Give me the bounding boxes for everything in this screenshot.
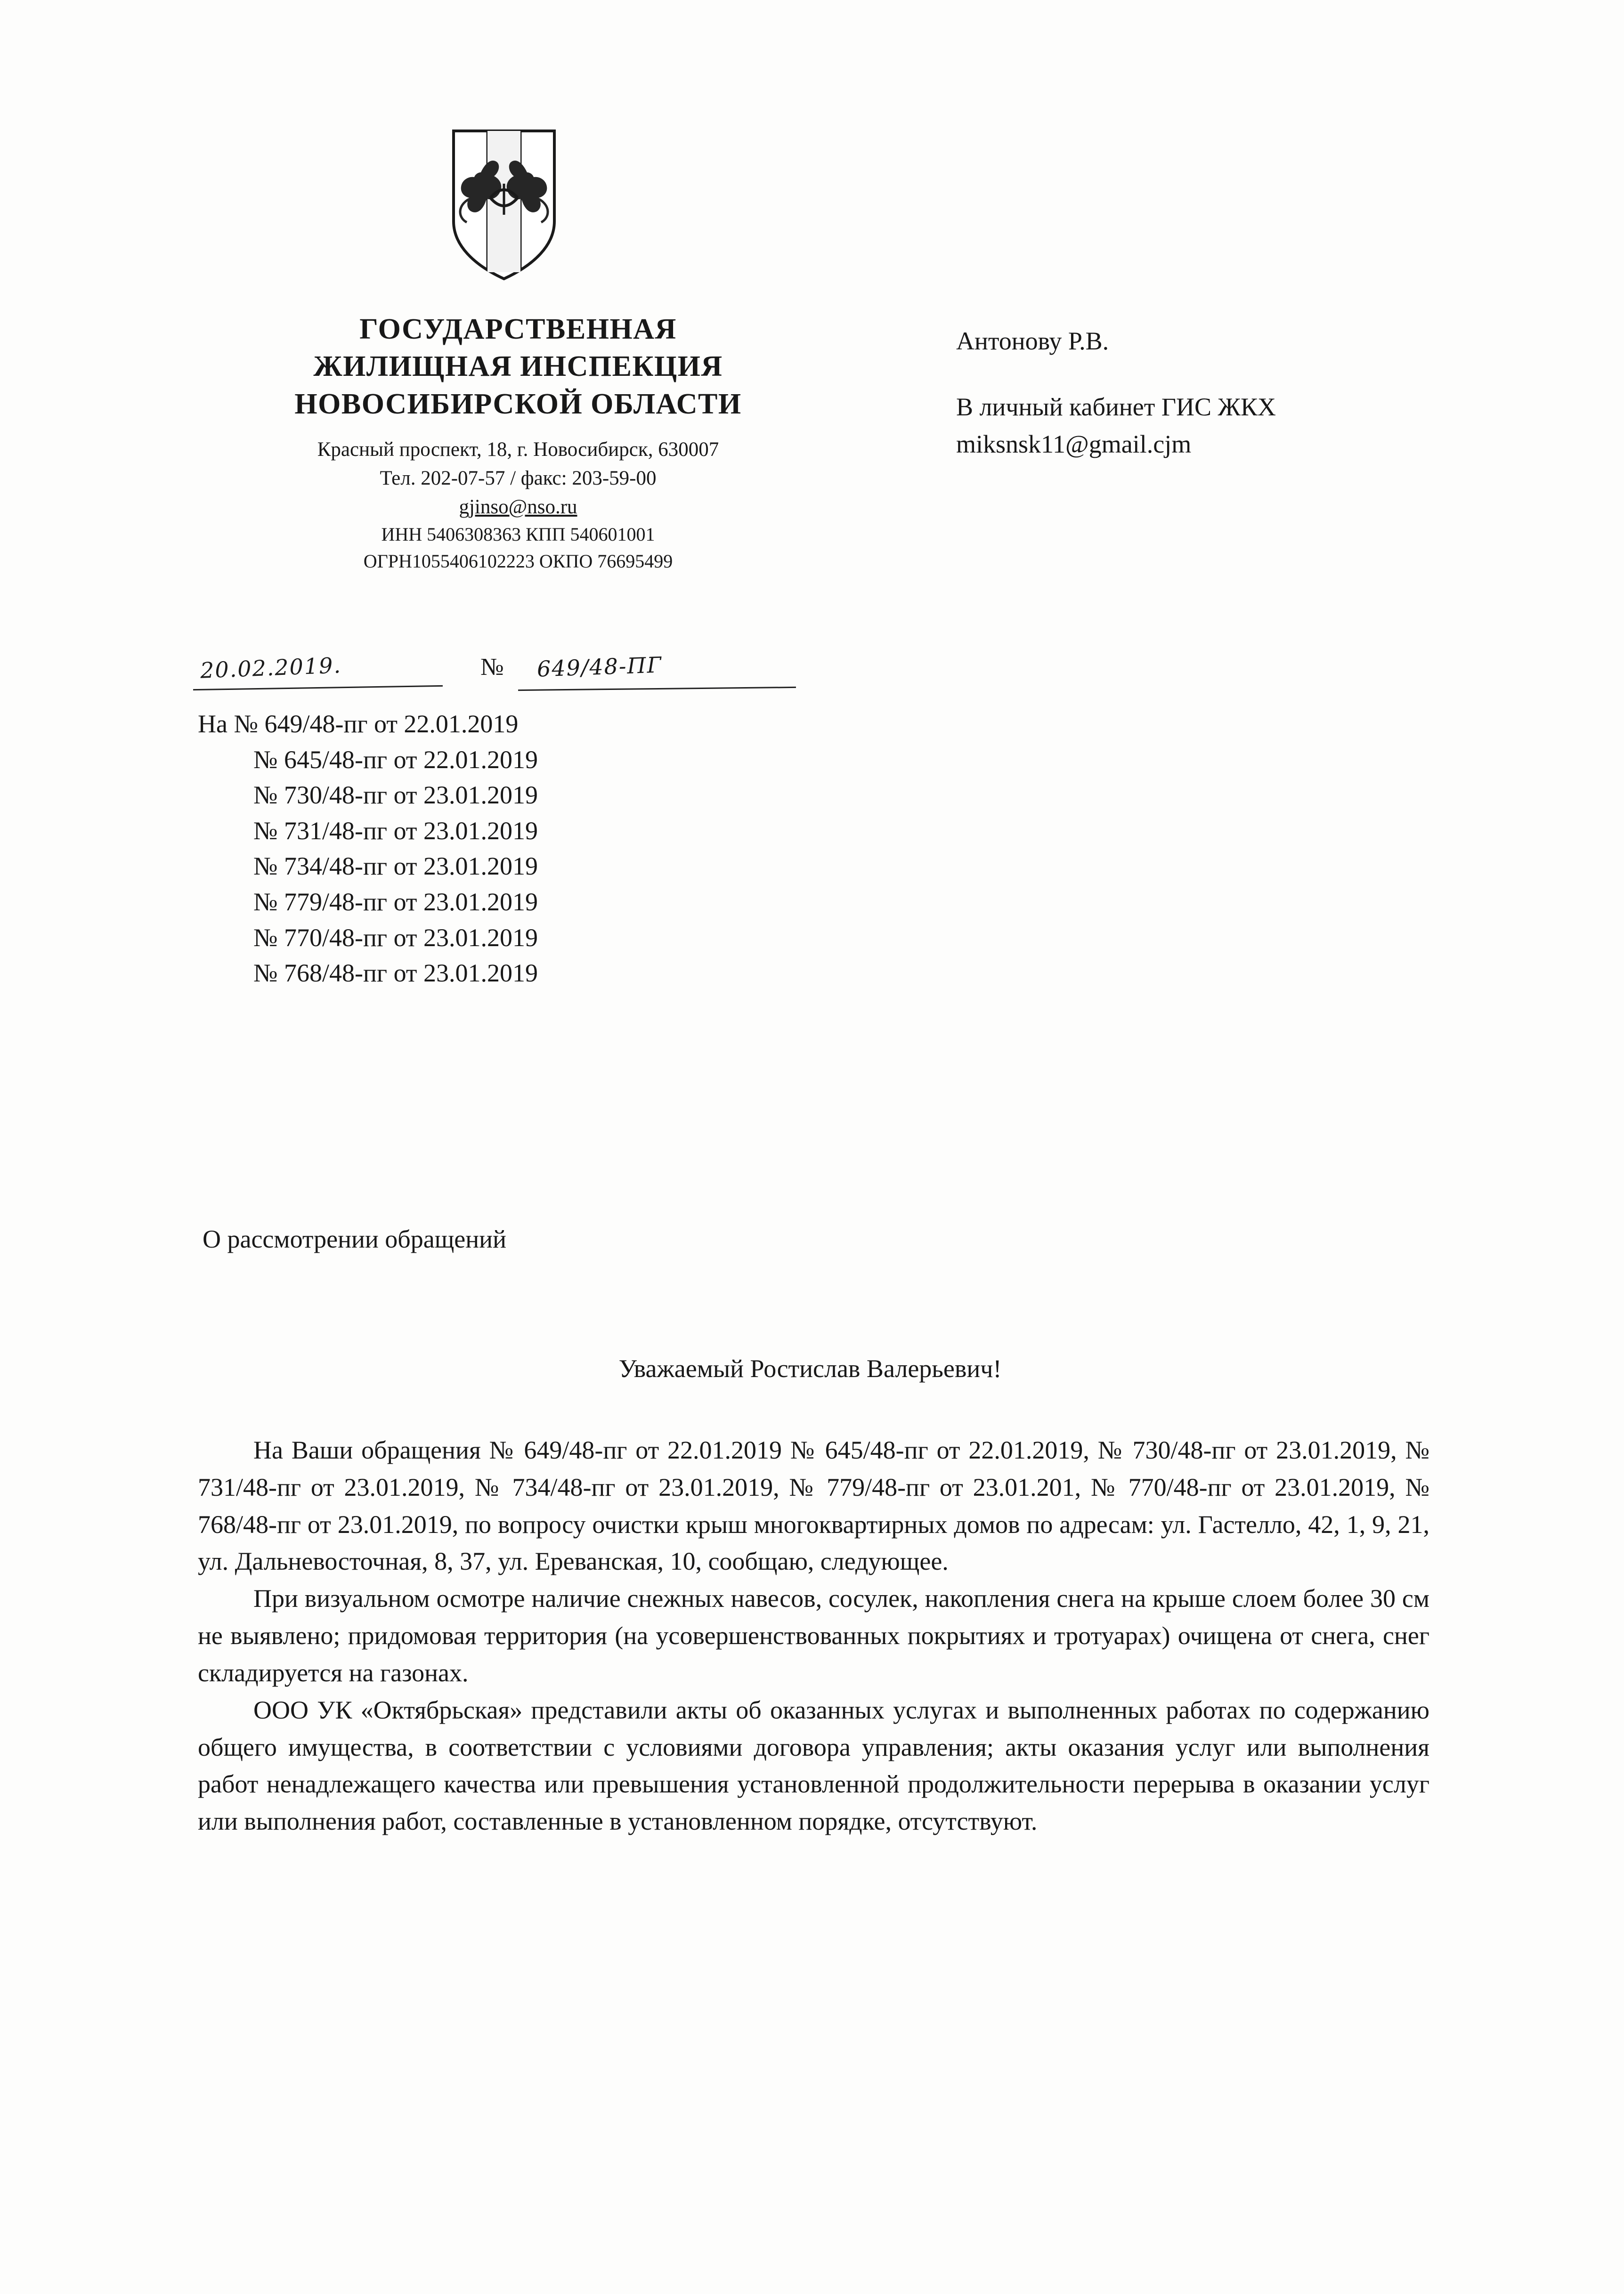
- registration-stamp-line: [188, 652, 810, 695]
- organization-line-1: ГОСУДАРСТВЕННАЯ: [359, 313, 677, 345]
- reference-item: [253, 884, 538, 920]
- reference-item: [253, 849, 538, 884]
- letterhead: [188, 311, 848, 575]
- document-subject: О рассмотрении обращений: [203, 1225, 506, 1253]
- salutation: Уважаемый Ростислав Валерьевич!: [618, 1354, 1002, 1383]
- reference-item-text: 768/48-пг от 23.01.2019: [284, 959, 538, 988]
- organization-contacts: [188, 435, 848, 575]
- reference-item: [253, 956, 538, 991]
- registration-date-handwritten: 20.02.2019.: [200, 652, 342, 683]
- organization-name: [188, 311, 848, 423]
- reference-item: [253, 920, 538, 956]
- reference-item: [198, 706, 538, 742]
- reference-item-prefix: №: [253, 959, 278, 988]
- reference-item-prefix: №: [253, 781, 278, 810]
- reference-item-text: 730/48-пг от 23.01.2019: [284, 781, 538, 810]
- reference-item: [253, 813, 538, 849]
- document-body: [198, 1432, 1429, 1840]
- registration-number-rule: [518, 687, 796, 691]
- registration-number-handwritten: 649/48-ПГ: [536, 652, 663, 682]
- body-paragraph: При визуальном осмотре наличие снежных навесов, сосулек, накопления снега на крыше слоем более 30 см не выявлено; придомовая территория (на усовершенствованных покрытиях и тротуарах) очищена от снега, снег складируется на газонах.: [198, 1584, 1429, 1687]
- registration-date-rule: [193, 685, 443, 690]
- addressee-block: [956, 323, 1276, 462]
- addressee-email: miksnsk11@gmail.cjm: [956, 430, 1192, 458]
- reference-item-prefix: №: [253, 816, 278, 845]
- reference-item: [253, 742, 538, 778]
- coat-of-arms-icon: [445, 127, 563, 283]
- body-paragraph: На Ваши обращения № 649/48-пг от 22.01.2019 № 645/48-пг от 22.01.2019, № 730/48-пг от 23.01.2019, № 731/48-пг от 23.01.2019, № 734/48-пг от 23.01.2019, № 779/48-пг от 23.01.201, № 770/48-пг от 23.01.2019, № 768/48-пг от 23.01.2019, по вопросу очистки крыш многоквартирных домов по адресам: ул. Гастелло, 42, 1, 9, 21, ул. Дальневосточная, 8, 37, ул. Ереванская, 10, сообщаю, следующее.: [198, 1436, 1429, 1576]
- contact-inn-kpp: ИНН 5406308363 КПП 540601001: [381, 524, 655, 545]
- reference-item: [253, 778, 538, 813]
- contact-address: Красный проспект, 18, г. Новосибирск, 630007: [317, 438, 719, 461]
- reference-item-text: 645/48-пг от 22.01.2019: [284, 745, 538, 774]
- contact-email[interactable]: gjinso@nso.ru: [459, 496, 577, 519]
- reference-item-prefix: №: [253, 923, 278, 952]
- organization-line-3: НОВОСИБИРСКОЙ ОБЛАСТИ: [294, 388, 742, 420]
- reference-item-text: 770/48-пг от 23.01.2019: [284, 923, 538, 952]
- reference-item-text: 731/48-пг от 23.01.2019: [284, 816, 538, 845]
- addressee-spacer: [956, 359, 1276, 389]
- number-label: №: [480, 654, 504, 681]
- reference-item-text: 649/48-пг от 22.01.2019: [264, 710, 519, 738]
- organization-line-2: ЖИЛИЩНАЯ ИНСПЕКЦИЯ: [313, 350, 723, 383]
- reference-item-prefix: №: [253, 745, 278, 774]
- reference-prefix: На №: [198, 710, 258, 738]
- body-paragraph: ООО УК «Октябрьская» представили акты об оказанных услугах и выполненных работах по содержанию общего имущества, в соответствии с условиями договора управления; акты оказания услуг или выполнения работ ненадлежащего качества или превышения установленной продолжительности перерыва в оказании услуг или выполнения работ, составленные в установленном порядке, отсутствуют.: [198, 1695, 1429, 1836]
- contact-phone: Тел. 202-07-57 / факс: 203-59-00: [380, 467, 657, 490]
- addressee-channel: В личный кабинет ГИС ЖКХ: [956, 393, 1276, 422]
- reference-item-prefix: №: [253, 887, 278, 916]
- reference-item-text: 779/48-пг от 23.01.2019: [284, 887, 538, 916]
- addressee-name: Антонову Р.В.: [956, 327, 1109, 355]
- reference-item-prefix: №: [253, 852, 278, 881]
- reference-list: [198, 706, 538, 991]
- contact-ogrn-okpo: ОГРН1055406102223 ОКПО 76695499: [363, 551, 673, 572]
- reference-item-text: 734/48-пг от 23.01.2019: [284, 852, 538, 881]
